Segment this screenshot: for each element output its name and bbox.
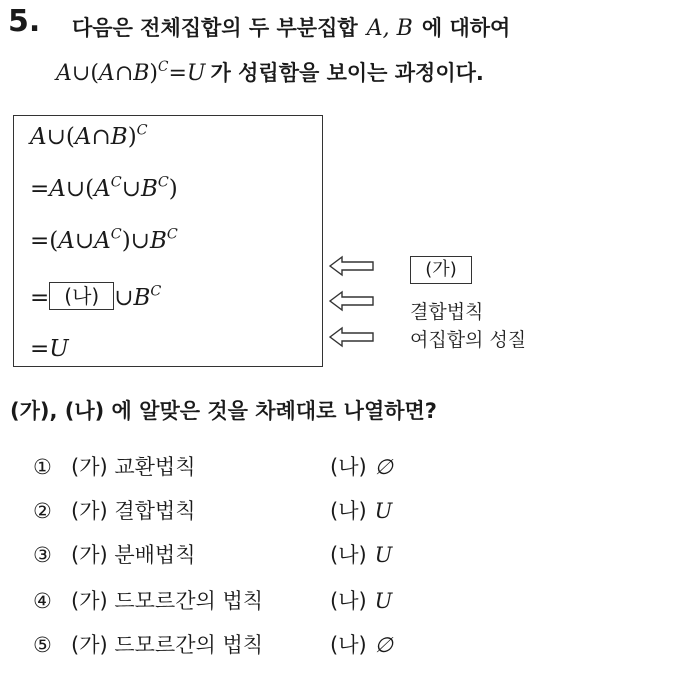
left-arrow-icon [329,326,375,348]
choice-ga-value: 결합법칙 [114,499,196,523]
choice-na-label: (나) [330,455,367,479]
choice-na-value: U [374,589,393,613]
choice-na-value: ∅ [374,455,393,479]
proof-step-4: = (나) $\cup B^C$ [30,283,162,311]
proof-box [13,115,323,367]
question-sets: A, B [366,16,413,41]
choice-na-label: (나) [330,499,367,523]
left-arrow-icon [329,290,375,312]
choice-4[interactable] [33,585,393,617]
choice-ga-label: (가) [71,543,108,567]
proof-step-2: $=A\cup(A^C\cup B^C)$ [30,174,178,202]
proof-step-5: =U [30,336,69,362]
question-text-end: 에 대하여 [421,16,511,40]
choice-ga-label: (가) [71,589,108,613]
choice-ga-label: (가) [71,455,108,479]
choice-number: ③ [33,543,52,567]
choice-na-value: ∅ [374,633,393,657]
label-complement-property: 여집합의 성질 [410,329,527,351]
choice-ga-value: 교환법칙 [114,455,196,479]
proof-step-3: $=(A\cup A^C)\cup B^C$ [30,226,178,254]
choice-number: ④ [33,589,52,613]
question-text: 다음은 전체집합의 두 부분집합 [72,16,358,40]
left-arrow-icon [329,255,375,277]
choice-2[interactable] [33,495,393,527]
choice-5[interactable] [33,629,393,661]
question-line-1 [72,12,510,42]
choice-na-value: U [374,499,393,523]
blank-ga-box: (가) [410,256,472,284]
choice-na-label: (나) [330,633,367,657]
proof-step-1: A∪(A∩B)$^C$ [30,122,148,150]
choice-ga-value: 드모르간의 법칙 [114,589,264,613]
question-line-2 [56,57,484,87]
question-equation: A∪(A∩B)$^C$=U [56,59,206,86]
choice-na-label: (나) [330,589,367,613]
choice-ga-label: (가) [71,499,108,523]
label-associative-law: 결합법칙 [410,301,484,323]
blank-na-box: (나) [49,282,114,310]
choice-number: ① [33,455,52,479]
choice-ga-value: 드모르간의 법칙 [114,633,264,657]
choice-ga-value: 분배법칙 [114,543,196,567]
choice-number: ⑤ [33,633,52,657]
choice-na-value: U [374,543,393,567]
ask-text: (가), (나) 에 알맞은 것을 차례대로 나열하면? [10,399,437,423]
choice-3[interactable] [33,539,393,571]
question-text-2: 가 성립함을 보이는 과정이다. [210,61,484,85]
question-number: 5. [8,4,41,39]
choice-1[interactable] [33,451,393,483]
choice-number: ② [33,499,52,523]
choice-ga-label: (가) [71,633,108,657]
choice-na-label: (나) [330,543,367,567]
